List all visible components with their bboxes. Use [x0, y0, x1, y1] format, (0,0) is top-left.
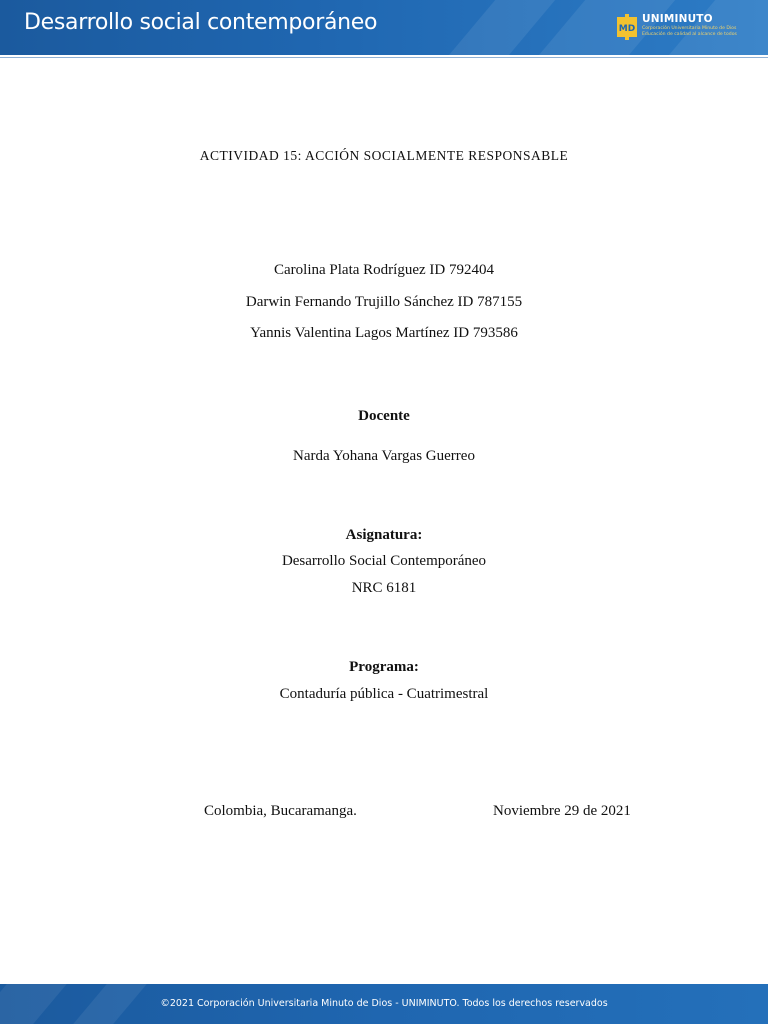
logo-tagline: Educación de calidad al alcance de todos	[642, 32, 737, 37]
uniminuto-logo	[616, 12, 737, 42]
subject-nrc: NRC 6181	[351, 580, 417, 596]
author-line: Darwin Fernando Trujillo Sánchez ID 787155	[245, 294, 523, 310]
author-line: Yannis Valentina Lagos Martínez ID 793586	[250, 325, 518, 341]
logo-name: UNIMINUTO	[642, 13, 713, 25]
footer-copyright: ©2021 Corporación Universitaria Minuto de Dios - UNIMINUTO. Todos los derechos reservados	[160, 998, 608, 1009]
uniminuto-logo-icon	[616, 14, 638, 40]
header-banner	[0, 0, 768, 55]
date-text: Noviembre 29 de 2021	[493, 803, 631, 819]
document-title: ACTIVIDAD 15: ACCIÓN SOCIALMENTE RESPONSABLE	[199, 148, 569, 163]
svg-text:MD: MD	[618, 24, 636, 34]
teacher-label: Docente	[358, 408, 410, 424]
subject-name: Desarrollo Social Contemporáneo	[281, 553, 487, 569]
author-line: Carolina Plata Rodríguez ID 792404	[274, 262, 494, 278]
place-text: Colombia, Bucaramanga.	[204, 803, 357, 819]
subject-label: Asignatura:	[345, 527, 423, 543]
program-label: Programa:	[349, 659, 419, 675]
teacher-name: Narda Yohana Vargas Guerreo	[293, 448, 475, 464]
header-title: Desarrollo social contemporáneo	[24, 10, 378, 35]
program-name: Contaduría pública - Cuatrimestral	[279, 686, 489, 702]
footer-banner	[0, 984, 768, 1024]
logo-subtitle: Corporación Universitaria Minuto de Dios	[642, 26, 737, 31]
header-divider	[0, 57, 768, 58]
